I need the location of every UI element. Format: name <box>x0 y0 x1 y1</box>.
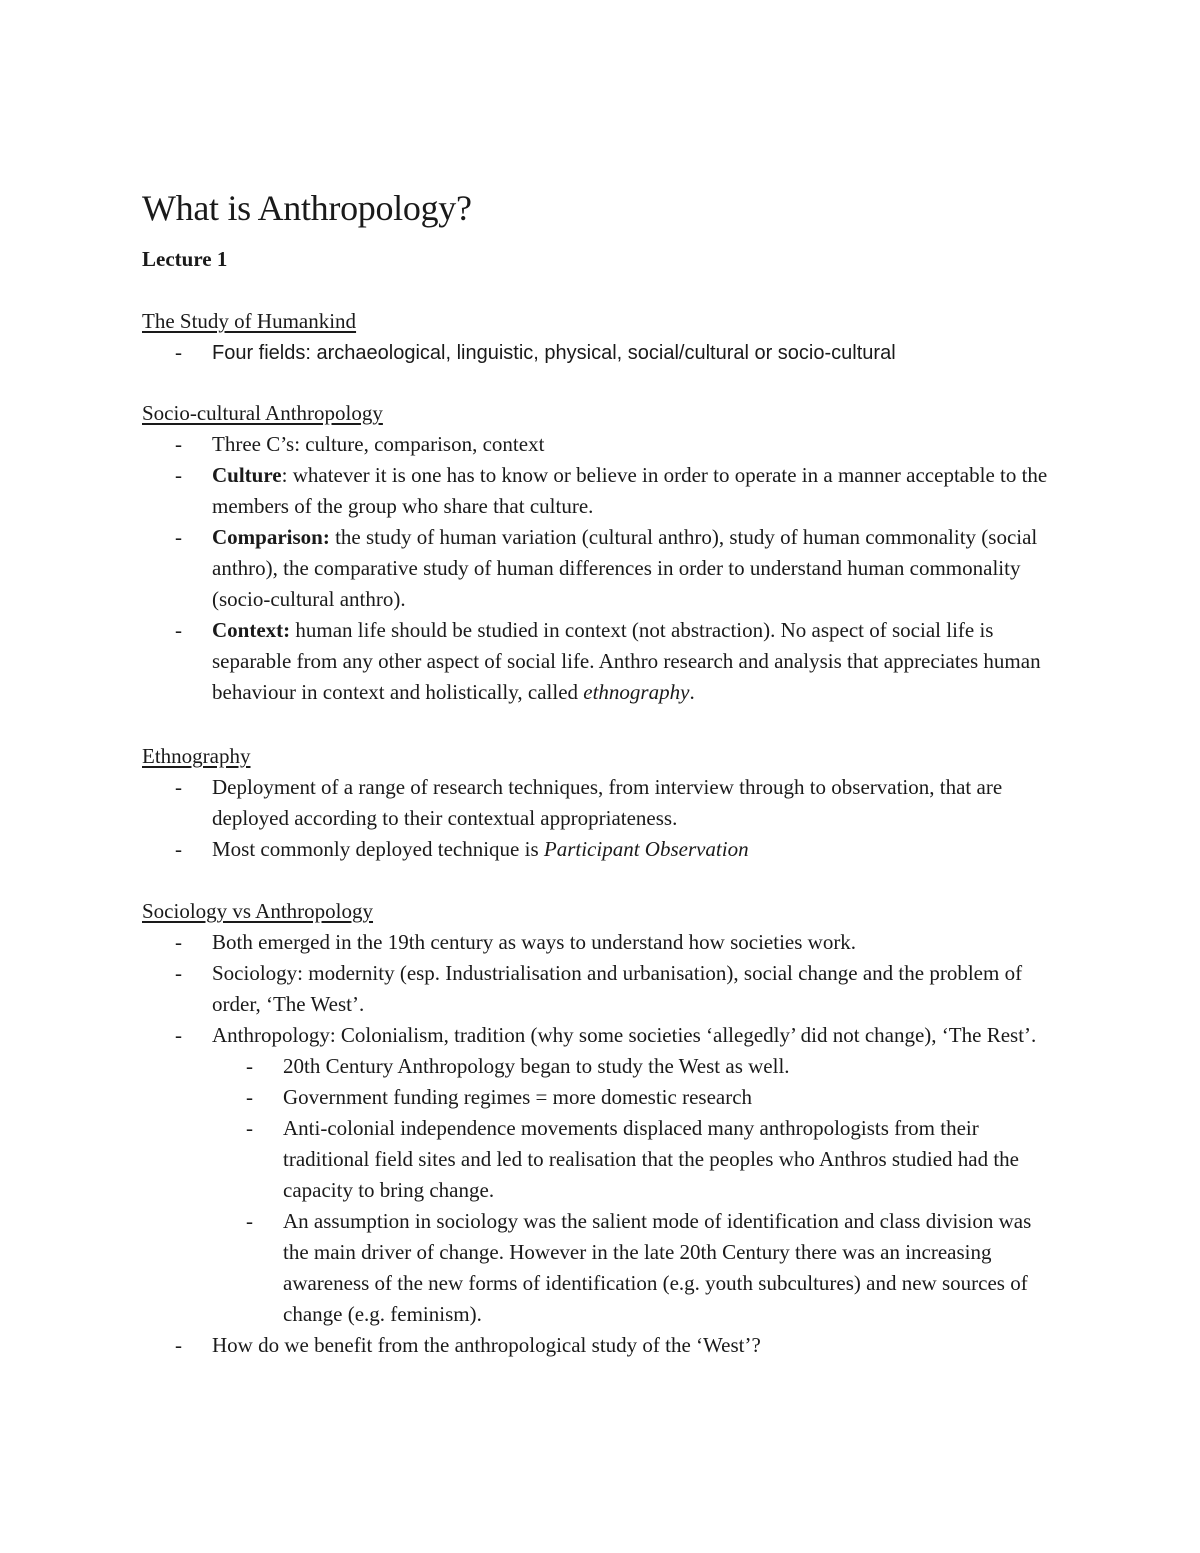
item-text: human life should be studied in context (not abstraction). No aspect of social life is separable from any other aspect of social life. Anthro research and analysis that appreciates human behaviour in context and holistically, called <box>212 618 1041 704</box>
item-emphasis: Participant Observation <box>543 837 749 861</box>
bullet-list <box>142 772 1062 865</box>
section-socio-cultural-anthropology <box>142 398 1062 708</box>
section-heading: Sociology vs Anthropology <box>142 899 374 923</box>
item-emphasis: ethnography <box>583 680 690 704</box>
document-title: What is Anthropology? <box>142 188 472 228</box>
list-item <box>142 834 1062 865</box>
sub-list-item <box>212 1113 1062 1206</box>
dash-bullet: - <box>175 340 182 364</box>
item-text: Three C’s: culture, comparison, context <box>212 432 545 456</box>
dash-bullet: - <box>175 930 182 954</box>
list-item <box>142 927 1062 958</box>
item-term: Comparison: <box>212 525 330 549</box>
item-term: Culture <box>212 463 282 487</box>
dash-bullet: - <box>175 775 182 799</box>
list-item <box>142 1330 1062 1361</box>
dash-bullet: - <box>246 1054 253 1078</box>
bullet-list <box>142 429 1062 708</box>
list-item <box>142 460 1062 522</box>
item-text: Government funding regimes = more domestic research <box>283 1085 753 1109</box>
item-text: Both emerged in the 19th century as ways to understand how societies work. <box>212 930 857 954</box>
section-heading: Ethnography <box>142 744 251 768</box>
section-ethnography <box>142 741 1062 865</box>
lecture-label: Lecture 1 <box>142 247 228 271</box>
dash-bullet: - <box>175 1023 182 1047</box>
list-item <box>142 522 1062 615</box>
bullet-list <box>142 337 1062 369</box>
item-tail: . <box>689 680 695 704</box>
dash-bullet: - <box>175 432 182 456</box>
sub-list-item <box>212 1082 1062 1113</box>
bullet-list <box>142 927 1062 1361</box>
list-item <box>142 429 1062 460</box>
item-text: Anti-colonial independence movements displaced many anthropologists from their traditional field sites and led to realisation that the peoples who Anthros studied had the capacity to bring change. <box>283 1116 1020 1202</box>
dash-bullet: - <box>246 1085 253 1109</box>
item-text: Deployment of a range of research techniques, from interview through to observation, that are deployed according to their contextual appropriateness. <box>212 775 1003 830</box>
dash-bullet: - <box>175 463 182 487</box>
section-study-of-humankind <box>142 306 1062 369</box>
item-term: Context: <box>212 618 291 642</box>
item-text: Anthropology: Colonialism, tradition (why some societies ‘allegedly’ did not change), ‘The Rest’. <box>212 1023 1037 1047</box>
dash-bullet: - <box>175 525 182 549</box>
item-text: An assumption in sociology was the salient mode of identification and class division was the main driver of change. However in the late 20th Century there was an increasing awareness of the new forms of identification (e.g. youth subcultures) and new sources of change (e.g. feminism). <box>283 1209 1032 1326</box>
item-text: the study of human variation (cultural anthro), study of human commonality (social anthro), the comparative study of human differences in order to understand human commonality (socio-cultural anthro). <box>212 525 1038 611</box>
dash-bullet: - <box>175 618 182 642</box>
item-text: Four fields: archaeological, linguistic, physical, social/cultural or socio-cultural <box>212 342 896 364</box>
dash-bullet: - <box>246 1116 253 1140</box>
dash-bullet: - <box>246 1209 253 1233</box>
list-item <box>142 772 1062 834</box>
item-text: : whatever it is one has to know or believe in order to operate in a manner acceptable to the members of the group who share that culture. <box>212 463 1048 518</box>
section-heading: The Study of Humankind <box>142 309 357 333</box>
item-text: 20th Century Anthropology began to study the West as well. <box>283 1054 790 1078</box>
list-item <box>142 958 1062 1020</box>
list-item <box>142 1020 1062 1330</box>
dash-bullet: - <box>175 837 182 861</box>
dash-bullet: - <box>175 1333 182 1357</box>
sub-list-item <box>212 1051 1062 1082</box>
sub-list-item <box>212 1206 1062 1330</box>
list-item <box>142 337 1062 369</box>
dash-bullet: - <box>175 961 182 985</box>
section-heading: Socio-cultural Anthropology <box>142 401 383 425</box>
list-item <box>142 615 1062 708</box>
section-sociology-vs-anthropology <box>142 896 1062 1361</box>
item-text: Sociology: modernity (esp. Industrialisation and urbanisation), social change and the problem of order, ‘The West’. <box>212 961 1023 1016</box>
item-text: Most commonly deployed technique is <box>212 837 544 861</box>
sub-bullet-list <box>212 1051 1062 1330</box>
item-text: How do we benefit from the anthropological study of the ‘West’? <box>212 1333 761 1357</box>
